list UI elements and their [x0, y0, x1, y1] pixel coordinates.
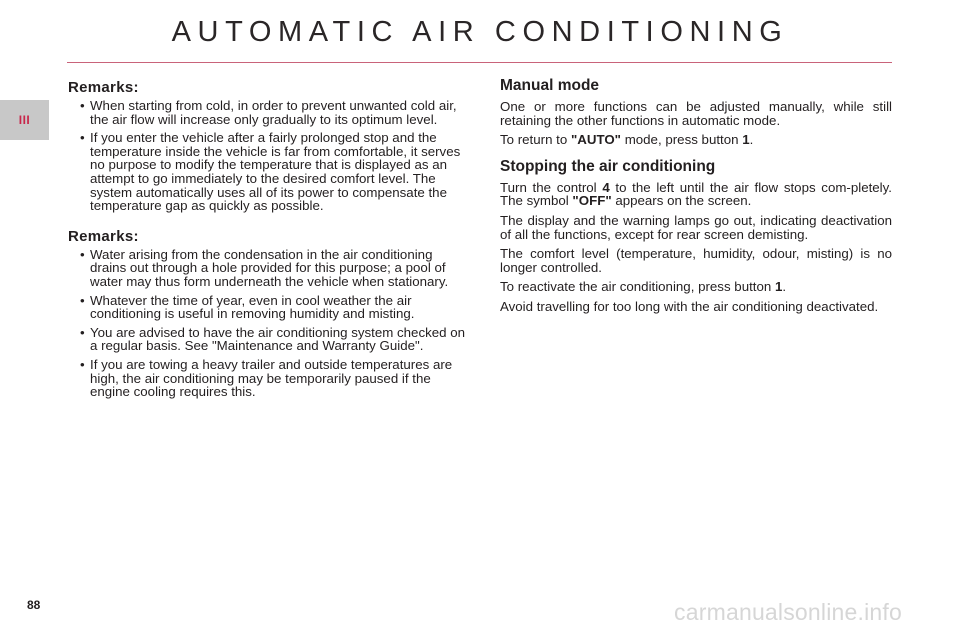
remarks-block-1	[68, 79, 466, 213]
right-column	[500, 77, 892, 320]
page-title: AUTOMATIC AIR CONDITIONING	[171, 16, 789, 48]
manual-mode-paragraph: One or more functions can be adjusted manually, while still retaining the other functions in automatic mode.	[500, 99, 892, 128]
text-run: to the left until the air flow stops com-pletely. The symbol	[500, 179, 892, 209]
stopping-heading: Stopping the air conditioning	[500, 157, 716, 175]
section-tab: III	[0, 100, 49, 140]
stopping-paragraph: The comfort level (temperature, humidity, odour, misting) is no longer controlled.	[500, 246, 892, 275]
stopping-paragraph: The display and the warning lamps go out, indicating deactivation of all the functions, except for rear screen demisting.	[500, 212, 892, 242]
title-divider	[67, 62, 892, 63]
footer-watermark: carmanualsonline.info	[674, 599, 902, 625]
text-run: .	[782, 279, 787, 295]
reactivate-paragraph	[500, 280, 892, 294]
text-run: Turn the control	[500, 179, 603, 195]
remark-item: • If you are towing a heavy trailer and outside temperatures are high, the air conditioning may be temporarily paused if the engine cooling requires this.	[80, 358, 466, 399]
off-label: "OFF"	[572, 193, 612, 209]
remarks-list	[68, 99, 466, 213]
text-run: appears on the screen.	[611, 193, 752, 209]
button-number: 1	[742, 132, 750, 148]
manual-mode-return-paragraph	[500, 133, 892, 147]
text-run: mode, press button	[621, 132, 743, 148]
text-run: .	[749, 132, 754, 148]
manual-mode-heading: Manual mode	[500, 77, 600, 94]
remark-item: • You are advised to have the air conditioning system checked on a regular basis. See "Maintenance and Warranty Guide".	[80, 326, 466, 353]
auto-label: "AUTO"	[570, 132, 621, 148]
remark-item: • Whatever the time of year, even in cool weather the air conditioning is useful in removing humidity and misting.	[80, 294, 466, 321]
remarks-heading: Remarks:	[68, 227, 139, 245]
button-number: 1	[774, 279, 783, 295]
remarks-list	[68, 248, 466, 399]
control-number: 4	[602, 179, 610, 195]
page-number: 88	[27, 598, 41, 612]
left-column	[68, 79, 466, 414]
stopping-paragraph: Avoid travelling for too long with the air conditioning deactivated.	[500, 298, 879, 314]
remark-item: • If you enter the vehicle after a fairly prolonged stop and the temperature inside the vehicle is far from comfortable, it serves no purpose to modify the temperature that is displayed as an attempt to go immediately to the desired comfort level. The system automatically uses all of its power to compensate the temperature gap as quickly as possible.	[80, 131, 466, 213]
stopping-paragraph	[500, 181, 892, 208]
text-run: To reactivate the air conditioning, press button	[500, 279, 775, 295]
remarks-block-2	[68, 228, 466, 399]
text-run: To return to	[500, 132, 571, 148]
remark-item: • Water arising from the condensation in the air conditioning drains out through a hole provided for this purpose; a pool of water may thus form underneath the vehicle when stationary.	[80, 248, 466, 289]
remarks-heading: Remarks:	[68, 79, 139, 96]
remark-item: • When starting from cold, in order to prevent unwanted cold air, the air flow will increase only gradually to its optimum level.	[80, 99, 466, 126]
